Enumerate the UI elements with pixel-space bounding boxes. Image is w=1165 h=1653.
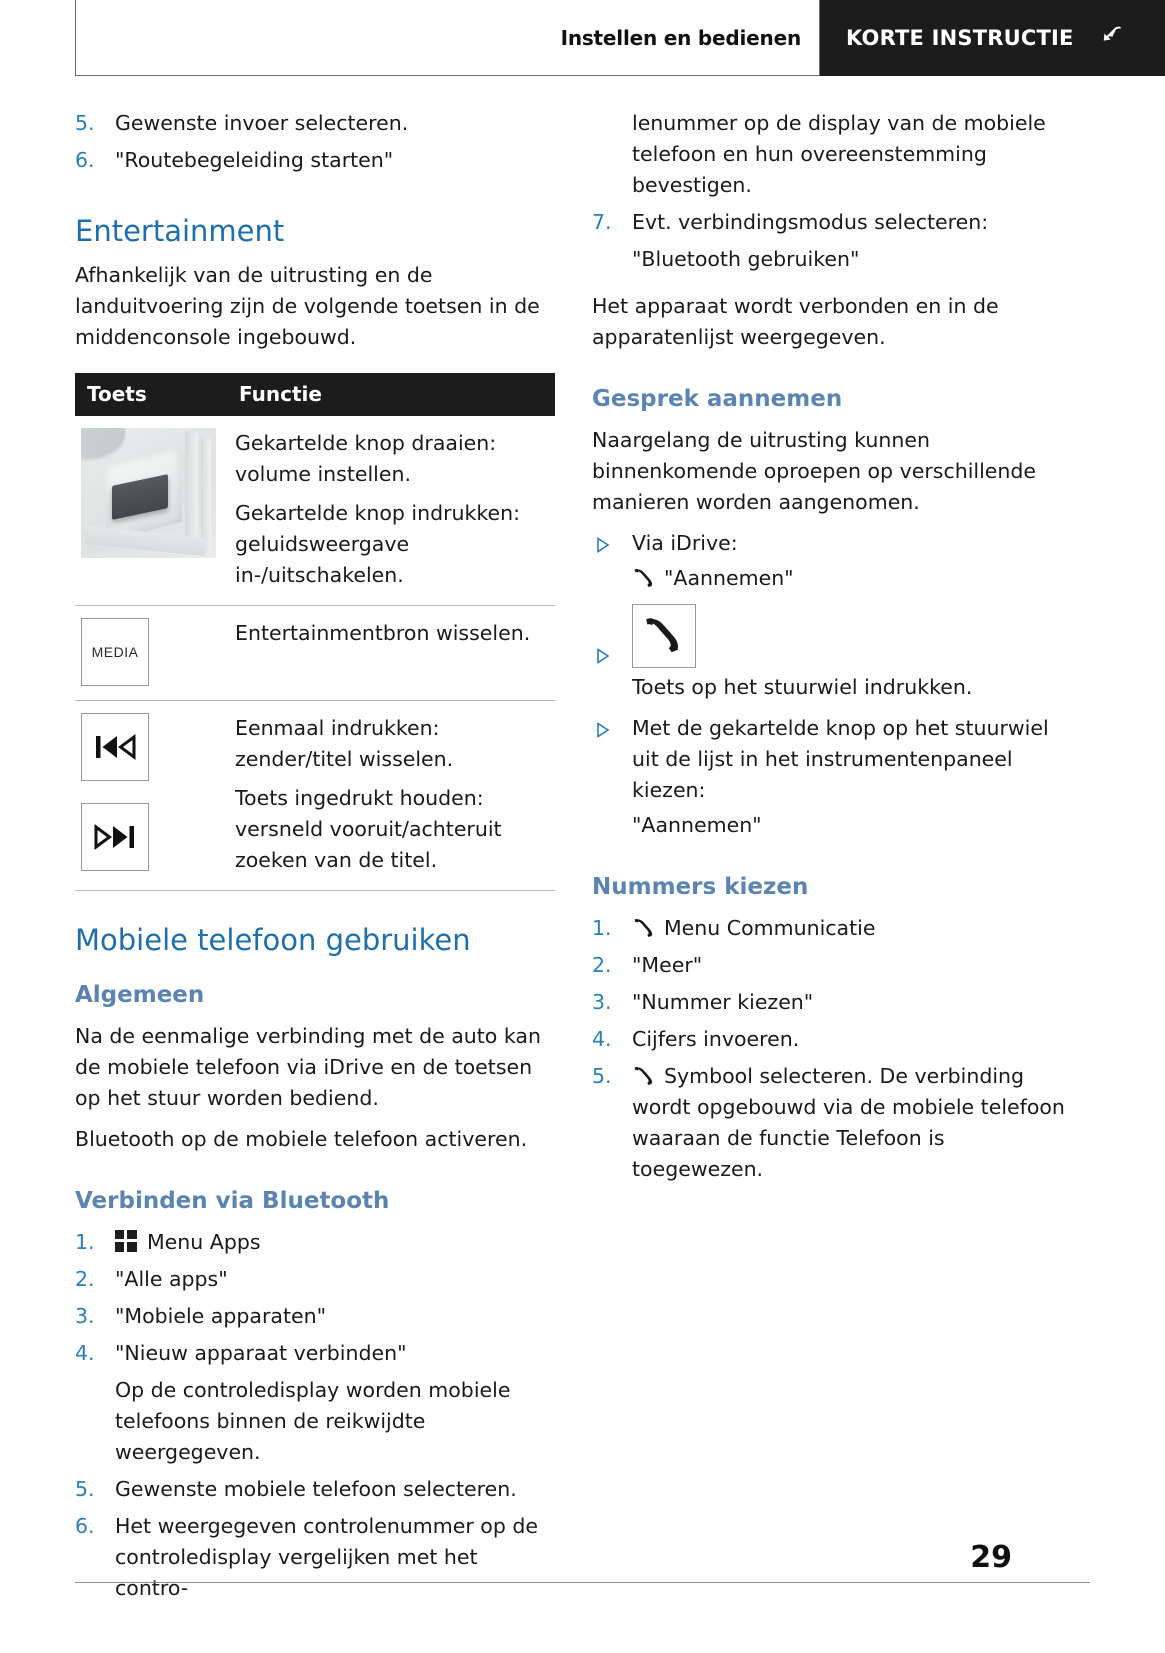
header-title-box [75,0,820,76]
page-footer [75,1540,1090,1583]
list-item [75,1338,555,1369]
header-badge [820,0,1165,76]
column-header-functie: Functie [227,373,555,416]
bluetooth-steps-list [75,1227,555,1369]
algemeen-paragraph-1: Na de eenmalige verbinding met de auto kan de mobiele telefoon via iDrive en de toetsen op het stuur worden bediend. [75,1024,541,1110]
list-item [592,1024,1072,1055]
track-prev-next-buttons [81,713,223,871]
track-previous-button [81,713,149,781]
step-number: 5. [592,1064,612,1088]
step-text: Gewenste mobiele telefoon selecteren. [115,1477,517,1501]
bullet-text: Via iDrive: [632,531,738,555]
step-text: Evt. verbindingsmodus selecteren: [632,210,989,234]
gesprek-intro: Naargelang de uitrusting kunnen binnenkomende oproepen op verschillende manieren worden aangenomen. [592,428,1037,514]
step-text: "Alle apps" [115,1267,228,1291]
phone-handset-icon [1096,23,1126,53]
header-badge-text: KORTE INSTRUCTIE [846,26,1074,50]
table-header-row [75,373,555,416]
function-text: Toets ingedrukt houden: versneld vooruit/achteruit zoeken van de titel. [235,786,502,872]
steering-wheel-key-bullet [592,604,1072,672]
step-number: 6. [75,1514,95,1538]
aannemen-label-2: "Aannemen" [632,813,762,837]
aannemen-inline-row [592,563,1072,594]
list-item [75,108,555,139]
step-number: 4. [75,1341,95,1365]
step-number: 4. [592,1027,612,1051]
phone-handset-icon [632,916,656,936]
entertainment-intro: Afhankelijk van de uitrusting en de landuitvoering zijn de volgende toetsen in de middenconsole ingebouwd. [75,263,540,349]
nummers-kiezen-heading: Nummers kiezen [592,874,809,900]
track-next-button [81,803,149,871]
top-steps-list [75,108,555,176]
function-text: Gekartelde knop indrukken: geluidsweergave in-/uitschakelen. [235,501,521,587]
step-text: Menu Apps [147,1230,261,1254]
algemeen-paragraph-2: Bluetooth op de mobiele telefoon activeren. [75,1127,528,1151]
list-item [75,1264,555,1295]
step-text: Cijfers invoeren. [632,1027,800,1051]
header-title: Instellen en bedienen [560,25,801,50]
volume-knob-photo [81,428,216,558]
table-head [75,373,555,416]
step-text: Het weergegeven controlenummer op de controledisplay vergelijken met het contro- [115,1514,538,1600]
media-button-label: MEDIA [91,643,139,660]
header-left-spacer [0,0,75,76]
step-number: 6. [75,148,95,172]
bluetooth-note: Op de controledisplay worden mobiele telefoons binnen de reikwijdte weergegeven. [115,1378,511,1464]
list-item [592,987,1072,1018]
step-number: 1. [75,1230,95,1254]
bullet-text: Met de gekartelde knop op het stuurwiel uit de lijst in het instrumentenpaneel kiezen: [632,716,1049,802]
after-steps-paragraph: Het apparaat wordt verbonden en in de apparatenlijst weergegeven. [592,294,999,349]
list-item [592,1061,1072,1185]
column-header-toets: Toets [75,373,227,416]
table-row [75,606,555,701]
table-cell-key [75,701,227,891]
skip-back-icon [93,733,137,761]
continuation-paragraph: lenummer op de display van de mobiele telefoon en hun overeenstemming bevestigen. [632,111,1046,197]
function-text: Eenmaal indrukken: zender/titel wisselen. [235,716,454,771]
bluetooth-steps-list-2 [75,1474,555,1604]
step-number: 5. [75,111,95,135]
footer-divider [75,1582,1090,1583]
skip-forward-icon [93,823,137,851]
algemeen-heading: Algemeen [75,982,205,1008]
list-item [75,1301,555,1332]
list-item [75,145,555,176]
step-text: "Routebegeleiding starten" [115,148,394,172]
entertainment-heading: Entertainment [75,214,285,248]
right-column [592,108,1072,1191]
media-button [81,618,149,686]
mobile-phone-heading: Mobiele telefoon gebruiken [75,923,471,957]
gesprek-bullet-list-2 [592,713,1072,806]
page-number: 29 [970,1540,1012,1575]
list-item [75,1227,555,1258]
step-text: "Nummer kiezen" [632,990,814,1014]
triangle-bullet-icon [596,648,610,664]
step-number: 5. [75,1477,95,1501]
list-item [592,913,1072,944]
list-item [75,1474,555,1505]
aannemen-label: "Aannemen" [664,566,794,590]
gesprek-aannemen-heading: Gesprek aannemen [592,386,843,412]
phone-handset-boxed-icon [632,604,696,668]
left-column [75,108,555,1610]
table-row [75,701,555,891]
step-text: Menu Communicatie [664,916,876,940]
step-number: 2. [75,1267,95,1291]
step-text: "Mobiele apparaten" [115,1304,327,1328]
step-text: "Meer" [632,953,703,977]
step7-sub-text: "Bluetooth gebruiken" [632,247,860,271]
step-number: 3. [75,1304,95,1328]
triangle-bullet-icon [596,716,610,732]
table-cell-key [75,606,227,701]
step-number: 3. [592,990,612,1014]
function-text: Gekartelde knop draaien: volume instellen. [235,431,497,486]
triangle-bullet-icon [596,531,610,547]
list-item [592,207,1072,238]
toets-functie-table [75,373,555,891]
table-cell-function [227,701,555,891]
phone-handset-icon [632,1064,656,1084]
bluetooth-heading: Verbinden via Bluetooth [75,1188,390,1214]
table-row [75,416,555,606]
apps-grid-icon [115,1230,137,1252]
step-text: "Nieuw apparaat verbinden" [115,1341,407,1365]
list-item [592,950,1072,981]
step-number: 2. [592,953,612,977]
step-number: 1. [592,916,612,940]
table-cell-key [75,416,227,606]
phone-handset-icon [632,566,656,586]
step7-list [592,207,1072,238]
list-item [592,528,1072,559]
step-number: 7. [592,210,612,234]
nummers-kiezen-steps-list [592,913,1072,1185]
function-text: Entertainmentbron wisselen. [235,621,531,645]
step-text: Symbool selecteren. De verbinding wordt opgebouwd via de mobiele telefoon waaraan de functie Telefoon is toegewezen. [632,1064,1065,1181]
page-header [0,0,1165,76]
steering-wheel-key-text: Toets op het stuurwiel indrukken. [632,675,973,699]
gesprek-bullet-list [592,528,1072,559]
list-item [592,713,1072,806]
table-body [75,416,555,891]
step-text: Gewenste invoer selecteren. [115,111,409,135]
table-cell-function [227,606,555,701]
table-cell-function [227,416,555,606]
